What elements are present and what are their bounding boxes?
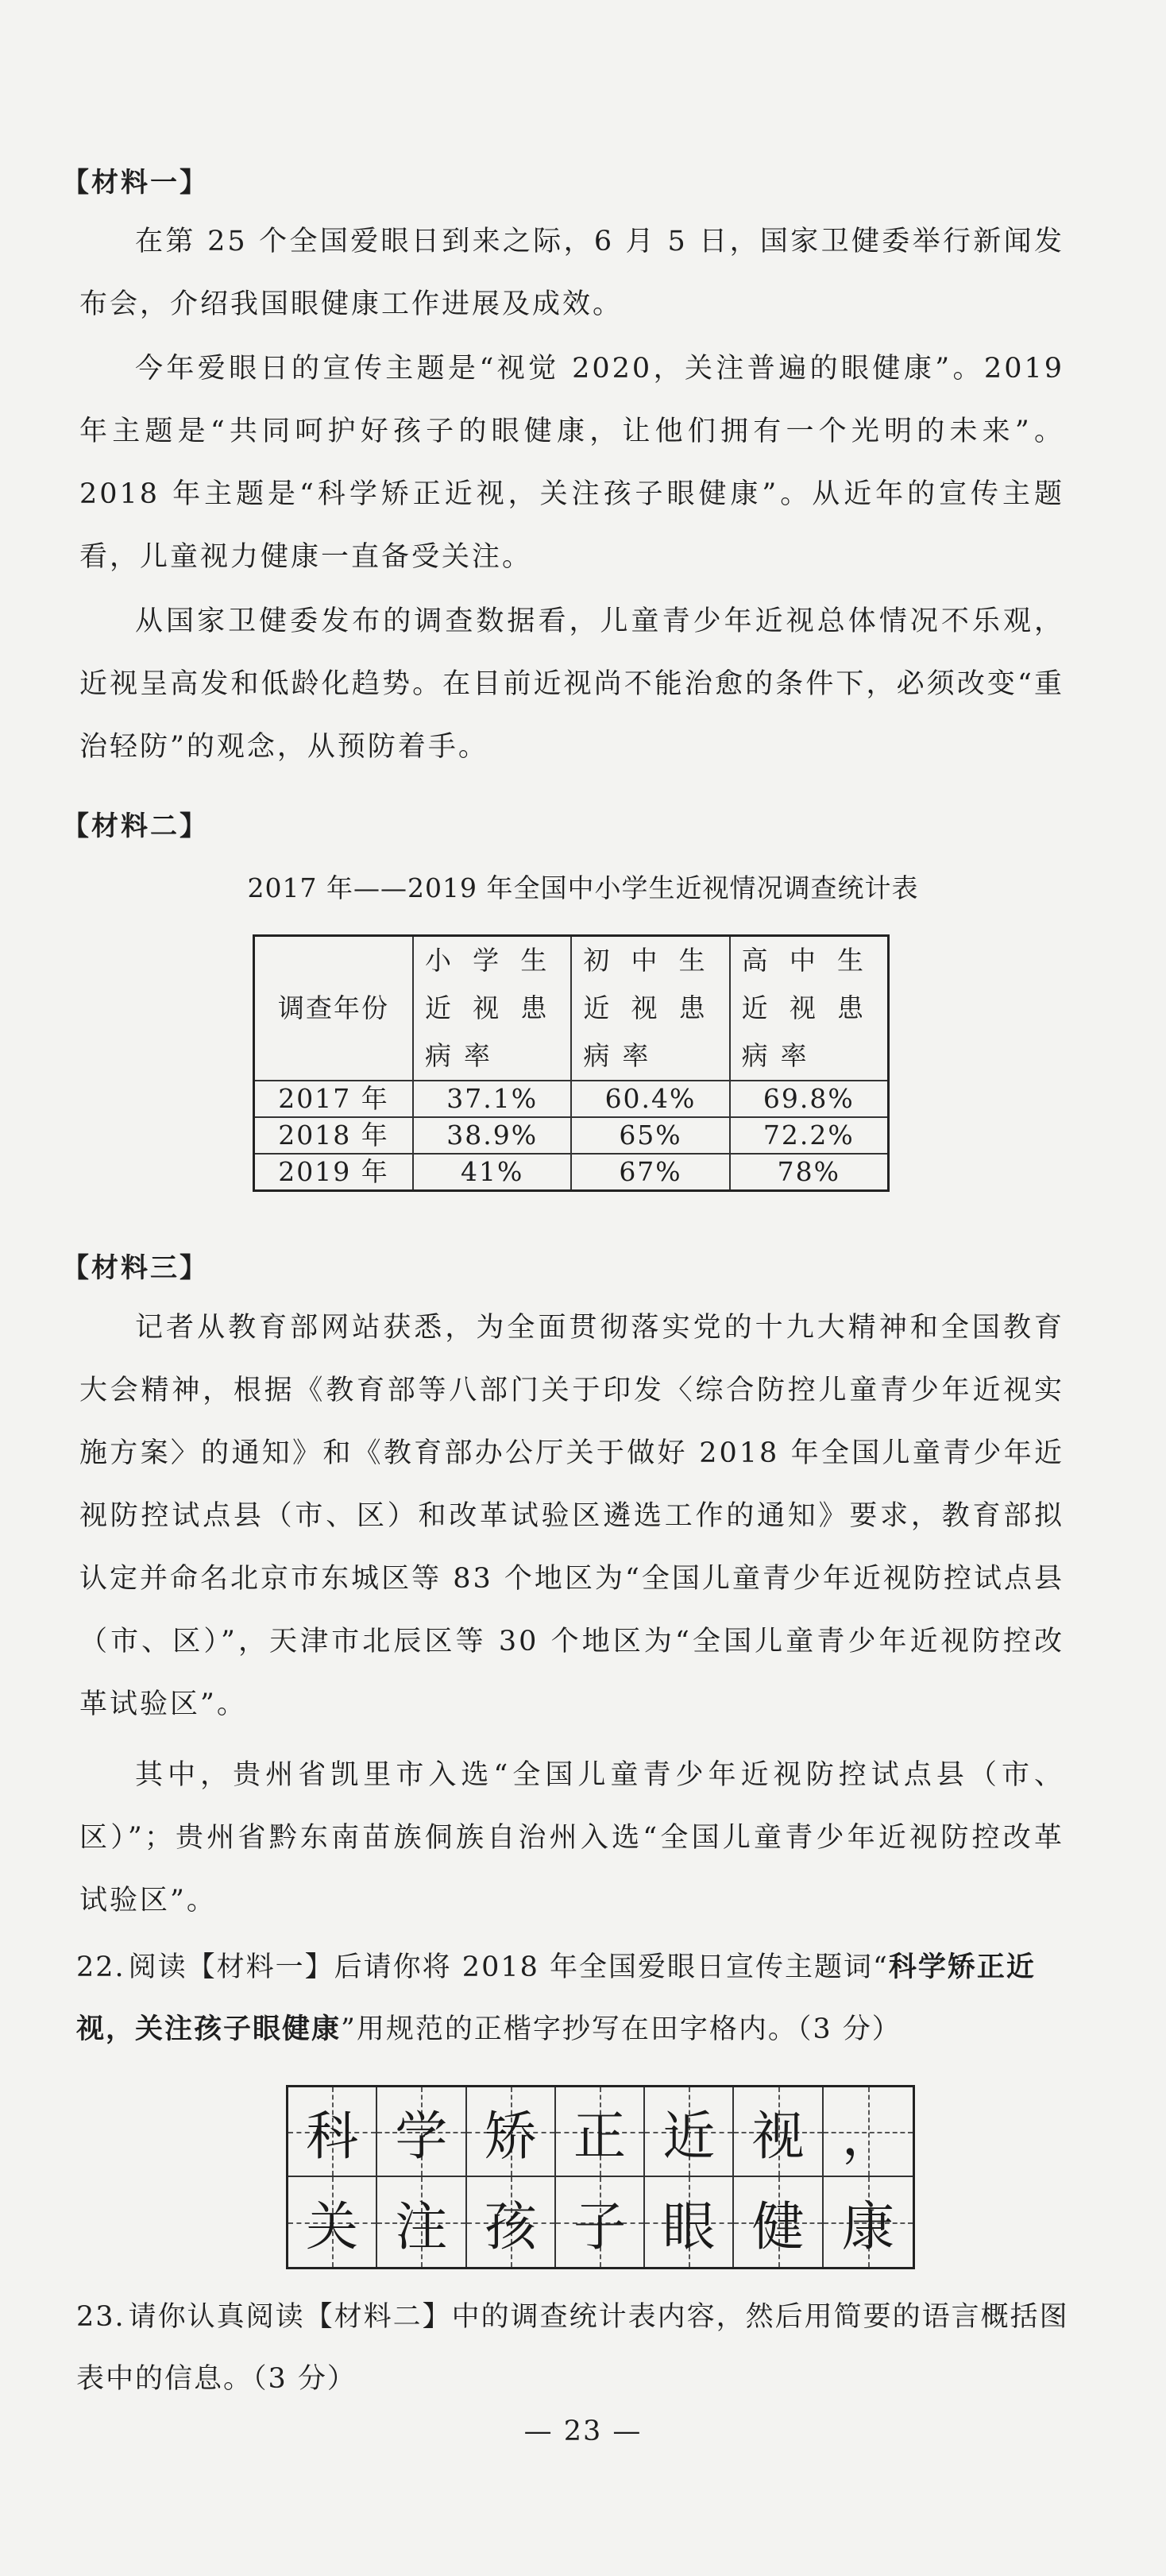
grid-char: 正 [573,2106,626,2167]
table-cell: 69.8% [730,1081,889,1117]
grid-cell [734,2177,823,2267]
question-23 [76,2286,1077,2410]
grid-cell [377,2087,466,2177]
grid-cell [467,2087,556,2177]
grid-char: 关 [306,2196,359,2257]
table-cell: 2018 年 [254,1117,414,1154]
question-22-number: 22. [76,1951,125,1983]
grid-cell [645,2087,734,2177]
grid-cell [288,2177,377,2267]
table-header-junior: 初中生近视患病率 [571,936,729,1081]
material1-label: 【材料一】 [62,167,209,199]
table-cell: 37.1% [413,1081,571,1117]
question-22 [76,1936,1077,2060]
grid-char: 注 [395,2196,448,2257]
table-cell: 67% [571,1154,729,1191]
table-cell: 60.4% [571,1081,729,1117]
table-cell: 78% [730,1154,889,1191]
table-header-primary: 小学生近视患病率 [413,936,571,1081]
grid-cell [824,2177,913,2267]
grid-cell [645,2177,734,2267]
grid-char: 康 [841,2196,894,2257]
table-cell: 41% [413,1154,571,1191]
material1-paragraph-3: 从国家卫健委发布的调查数据看，儿童青少年近视总体情况不乐观，近视呈高发和低龄化趋势。在目前近视尚不能治愈的条件下，必须改变“重治轻防”的观念，从预防着手。 [79,605,1064,763]
grid-cell [556,2087,645,2177]
question-23-number: 23. [76,2301,125,2333]
question-22-bold-text: 科学矫正近视，关注孩子眼健康 [76,1951,1036,2045]
grid-char: 矫 [484,2106,537,2167]
grid-char: 子 [573,2196,626,2257]
material3-paragraph-1: 记者从教育部网站获悉，为全面贯彻落实党的十九大精神和全国教育大会精神，根据《教育部等八部门关于印发〈综合防控儿童青少年近视实施方案〉的通知》和《教育部办公厅关于做好 2018 年全国儿童青少年近视防控试点县（市、区）和改革试验区遴选工作的通知》要求，教育部拟认定并命名北京市东城区等 83 个地区为“全国儿童青少年近视防控试点县（市、区）”，天津市北辰区等 30 个地区为“全国儿童青少年近视防控改革试验区”。 [79,1312,1064,1720]
table-caption: 2017 年——2019 年全国中小学生近视情况调查统计表 [247,872,919,903]
grid-cell [556,2177,645,2267]
table-cell: 38.9% [413,1117,571,1154]
table-row [254,1117,889,1154]
material2-label: 【材料二】 [62,810,209,842]
grid-char: 科 [306,2106,359,2167]
grid-cell [288,2087,377,2177]
grid-char: 近 [662,2106,716,2167]
grid-char: 健 [751,2196,805,2257]
grid-cell [824,2087,913,2177]
table-row [254,1081,889,1117]
table-header-senior: 高中生近视患病率 [730,936,889,1081]
question-23-text: 请你认真阅读【材料二】中的调查统计表内容，然后用简要的语言概括图表中的信息。（3 分） [76,2301,1069,2395]
myopia-survey-table [253,934,890,1192]
grid-cell [377,2177,466,2267]
grid-cell [734,2087,823,2177]
table-header-row [254,936,889,1081]
grid-char: 视 [751,2106,805,2167]
table-row [254,1154,889,1191]
question-22-text-after: ”用规范的正楷字抄写在田字格内。（3 分） [341,2013,902,2045]
table-header-year: 调查年份 [254,936,414,1081]
grid-char: 眼 [662,2196,716,2257]
table-cell: 2017 年 [254,1081,414,1117]
material1-paragraph-2: 今年爱眼日的宣传主题是“视觉 2020，关注普遍的眼健康”。2019 年主题是“共同呵护好孩子的眼健康，让他们拥有一个光明的未来”。2018 年主题是“科学矫正近视，关注孩子眼健康”。从近年的宣传主题看，儿童视力健康一直备受关注。 [79,353,1064,573]
tianzige-grid [286,2085,915,2269]
material1-paragraph-1: 在第 25 个全国爱眼日到来之际，6 月 5 日，国家卫健委举行新闻发布会，介绍我国眼健康工作进展及成效。 [79,226,1064,320]
material3-paragraph-2: 其中，贵州省凯里市入选“全国儿童青少年近视防控试点县（市、区）”；贵州省黔东南苗族侗族自治州入选“全国儿童青少年近视防控改革试验区”。 [79,1759,1064,1917]
table-cell: 65% [571,1117,729,1154]
grid-char: ， [841,2106,894,2167]
page-number: — 23 — [523,2415,643,2447]
grid-char: 孩 [484,2196,537,2257]
question-22-text-before: 阅读【材料一】后请你将 2018 年全国爱眼日宣传主题词“ [128,1951,889,1983]
table-cell: 72.2% [730,1117,889,1154]
table-cell: 2019 年 [254,1154,414,1191]
grid-char: 学 [395,2106,448,2167]
grid-cell [467,2177,556,2267]
material3-label: 【材料三】 [62,1252,209,1284]
